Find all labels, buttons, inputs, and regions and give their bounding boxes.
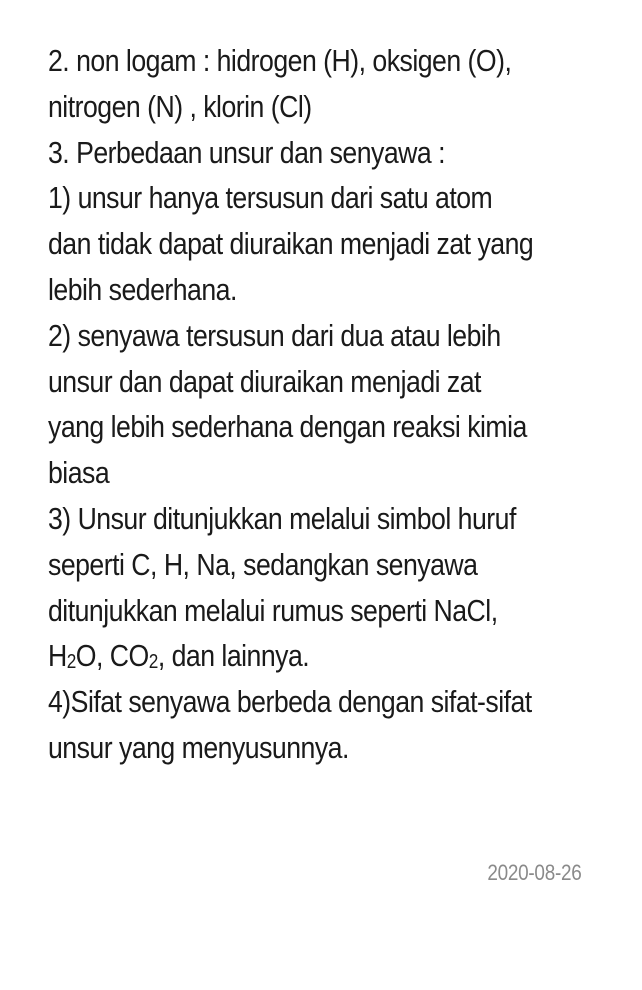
text-line: 4)Sifat senyawa berbeda dengan sifat-sifat (48, 684, 532, 720)
text-line: biasa (48, 455, 110, 491)
text-line: nitrogen (N) , klorin (Cl) (48, 88, 312, 124)
text-line: lebih sederhana. (48, 271, 237, 307)
text-line: unsur yang menyusunnya. (48, 729, 349, 765)
text-line: seperti C, H, Na, sedangkan senyawa (48, 546, 478, 582)
formula-h: H (48, 638, 67, 674)
text-line: 2) senyawa tersusun dari dua atau lebih (48, 317, 501, 353)
text-line: 3) Unsur ditunjukkan melalui simbol huruf (48, 500, 516, 536)
formula-line (48, 633, 547, 679)
text-line: 1) unsur hanya tersusun dari satu atom (48, 180, 493, 216)
answer-text (48, 38, 628, 771)
answer-date: 2020-08-26 (487, 860, 582, 885)
subscript: 2 (66, 651, 76, 674)
subscript: 2 (148, 651, 158, 674)
text-line: ditunjukkan melalui rumus seperti NaCl, (48, 592, 498, 628)
text-line: 2. non logam : hidrogen (H), oksigen (O), (48, 43, 512, 78)
text-line: yang lebih sederhana dengan reaksi kimia (48, 409, 527, 445)
text-line: unsur dan dapat diuraikan menjadi zat (48, 363, 481, 399)
text-line: 3. Perbedaan unsur dan senyawa : (48, 134, 446, 170)
formula-o-co: O, CO (75, 638, 149, 674)
formula-tail: , dan lainnya. (157, 638, 310, 674)
text-line: dan tidak dapat diuraikan menjadi zat yang (48, 226, 534, 262)
